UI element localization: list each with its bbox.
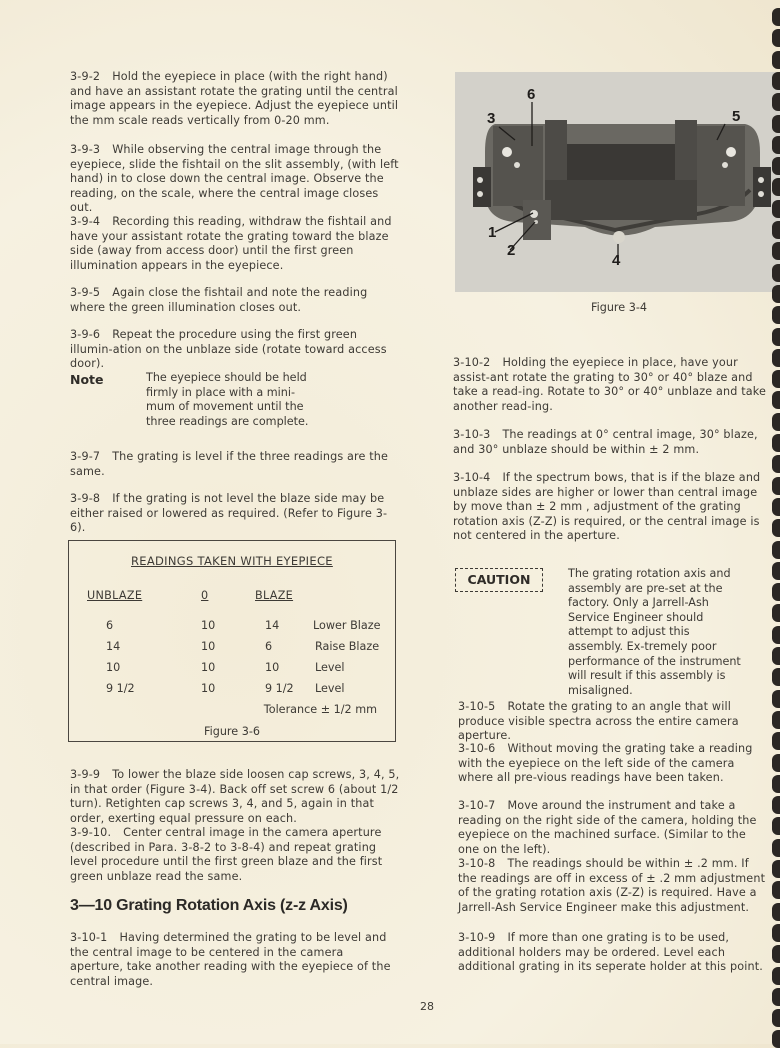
paragraph-3-10-3: 3-10-3 The readings at 0° central image, 30° blaze, and 30° unblaze should be within ± 2 mm. <box>453 428 758 456</box>
binding-ring <box>772 477 780 495</box>
binding-ring <box>772 178 780 196</box>
binding-ring <box>772 29 780 47</box>
binding-ring <box>772 285 780 303</box>
binding-ring <box>772 349 780 367</box>
binding-ring <box>772 93 780 111</box>
binding-ring <box>772 264 780 282</box>
paragraph-3-10-5: 3-10-5 Rotate the grating to an angle that will produce visible spectra across the entire camera aperture. <box>458 700 739 743</box>
paragraph-3-9-4: 3-9-4 Recording this reading, withdraw the fishtail and have your assistant rotate the grating toward the blaze side (away from access door) until the first green illumination appears in the eyepiece. <box>70 215 392 272</box>
figure-3-4-photo <box>455 72 780 292</box>
readings-table-figure-3-6: READINGS TAKEN WITH EYEPIECE UNBLAZE 0 BLAZE 6 10 14 Lower Blaze 14 10 6 Raise Blaze 10 10 10 Level 9 1/2 10 9 1/2 Level Tolerance ± 1/2 mm Figure 3-6 <box>68 540 396 742</box>
binding-ring <box>772 839 780 857</box>
paragraph-3-9-10: 3-9-10. Center central image in the camera aperture (described in Para. 3-8-2 to 3-8-4) and repeat grating level procedure until the first green blaze and the first green unblaze read the same. <box>70 826 383 883</box>
binding-ring <box>772 583 780 601</box>
binding-ring <box>772 434 780 452</box>
binding-ring <box>772 455 780 473</box>
column-header-zero: 0 <box>201 589 209 602</box>
figure-caption: Figure 3-4 <box>591 301 647 314</box>
binding-ring <box>772 541 780 559</box>
binding-ring <box>772 391 780 409</box>
binding-ring <box>772 115 780 133</box>
paragraph-3-9-9: 3-9-9 To lower the blaze side loosen cap screws, 3, 4, 5, in that order (Figure 3-4). Back off set screw 6 (about 1/2 turn). Retighten cap screws 3, 4, and 5, again in that order, exerting equal pressure on each. <box>70 768 400 825</box>
binding-ring <box>772 8 780 26</box>
callout-4: 4 <box>612 252 621 269</box>
binding-ring <box>772 242 780 260</box>
callout-3: 3 <box>487 110 496 127</box>
tolerance-note: Tolerance ± 1/2 mm <box>263 703 377 716</box>
binding-ring <box>772 881 780 899</box>
paragraph-3-10-1: 3-10-1 Having determined the grating to be level and the central image to be centered in the camera aperture, take another reading with the eyepiece of the central image. <box>70 931 391 988</box>
callout-6: 6 <box>527 86 536 103</box>
paragraph-3-10-9: 3-10-9 If more than one grating is to be used, additional holders may be ordered. Level each additional grating in its seperate holder at this point. <box>458 931 763 974</box>
binding-ring <box>772 647 780 665</box>
paragraph-3-9-8: 3-9-8 If the grating is not level the blaze side may be either raised or lowered as required. (Refer to Figure 3-6). <box>70 492 388 535</box>
binding-ring <box>772 796 780 814</box>
binding-ring <box>772 732 780 750</box>
note-text: The eyepiece should be held firmly in place with a mini-mum of movement until the three readings are complete. <box>146 371 309 428</box>
binding-ring <box>772 775 780 793</box>
binding-ring <box>772 136 780 154</box>
paragraph-3-10-6: 3-10-6 Without moving the grating take a reading with the eyepiece on the left side of the camera where all pre-vious readings have been taken. <box>458 742 753 785</box>
binding-ring <box>772 924 780 942</box>
binding-ring <box>772 903 780 921</box>
binding-ring <box>772 221 780 239</box>
paragraph-3-10-7: 3-10-7 Move around the instrument and take a reading on the right side of the camera, holding the eyepiece on the machined surface. (Similar to the one on the left). <box>458 799 757 856</box>
paragraph-3-9-7: 3-9-7 The grating is level if the three readings are the same. <box>70 450 389 478</box>
table-title: READINGS TAKEN WITH EYEPIECE <box>131 554 333 568</box>
figure-caption: Figure 3-6 <box>204 725 260 738</box>
caution-badge: CAUTION <box>455 568 543 592</box>
binding-ring <box>772 562 780 580</box>
binding-ring <box>772 668 780 686</box>
binding-ring <box>772 604 780 622</box>
paragraph-3-10-4: 3-10-4 If the spectrum bows, that is if the blaze and unblaze sides are higher or lower than central image by move than ± 2 mm , adjustment of the grating rotation axis (Z-Z) is required, or the central image is not centered in the aperture. <box>453 471 761 543</box>
caution-text: The grating rotation axis and assembly are pre-set at the factory. Only a Jarrell-Ash Service Engineer should attempt to adjust this assembly. Ex-tremely poor performance of the instrument will result if this assembly is misaligned. <box>568 567 741 697</box>
binding-ring <box>772 817 780 835</box>
binding-ring <box>772 1030 780 1048</box>
binding-ring <box>772 328 780 346</box>
binding-ring <box>772 519 780 537</box>
binding-ring <box>772 51 780 69</box>
binding-ring <box>772 306 780 324</box>
binding-ring <box>772 754 780 772</box>
paragraph-3-10-8: 3-10-8 The readings should be within ± .2 mm. If the readings are off in excess of ± .2 mm adjustment of the grating rotation axis (Z-Z) is required. Have a Jarrell-Ash Service Engineer make this adjustment. <box>458 857 766 914</box>
binding-ring <box>772 413 780 431</box>
section-heading: 3—10 Grating Rotation Axis (z-z Axis) <box>70 897 348 914</box>
binding-ring <box>772 370 780 388</box>
binding-ring <box>772 157 780 175</box>
binding-ring <box>772 1009 780 1027</box>
binding-ring <box>772 967 780 985</box>
binding-ring <box>772 690 780 708</box>
note-label: Note <box>70 372 104 387</box>
callout-2: 2 <box>507 242 516 259</box>
spiral-binding <box>772 0 780 1044</box>
binding-ring <box>772 988 780 1006</box>
paragraph-3-9-2: 3-9-2 Hold the eyepiece in place (with the right hand) and have an assistant rotate the grating until the central image appears in the eyepiece. Adjust the eyepiece until the mm scale reads vertically from 0-20 mm. <box>70 70 399 127</box>
column-header-unblaze: UNBLAZE <box>87 589 143 602</box>
binding-ring <box>772 711 780 729</box>
binding-ring <box>772 200 780 218</box>
binding-ring <box>772 498 780 516</box>
binding-ring <box>772 860 780 878</box>
binding-ring <box>772 945 780 963</box>
binding-ring <box>772 72 780 90</box>
binding-ring <box>772 626 780 644</box>
paragraph-3-9-6: 3-9-6 Repeat the procedure using the first green illumin-ation on the unblaze side (rotate toward access door). <box>70 328 387 371</box>
column-header-blaze: BLAZE <box>255 589 294 602</box>
page-number: 28 <box>420 1000 434 1013</box>
paragraph-3-9-5: 3-9-5 Again close the fishtail and note the reading where the green illumination closes out. <box>70 286 368 314</box>
paragraph-3-10-2: 3-10-2 Holding the eyepiece in place, have your assist-ant rotate the grating to 30° or 40° blaze and take a read-ing. Rotate to 30° or 40° unblaze and take another read-ing. <box>453 356 767 413</box>
callout-5: 5 <box>732 108 741 125</box>
paragraph-3-9-3: 3-9-3 While observing the central image through the eyepiece, slide the fishtail on the slit assembly, (with left hand) in to close down the central image. Observe the reading, on the scale, where the central image closes out. <box>70 143 399 215</box>
callout-1: 1 <box>488 224 497 241</box>
